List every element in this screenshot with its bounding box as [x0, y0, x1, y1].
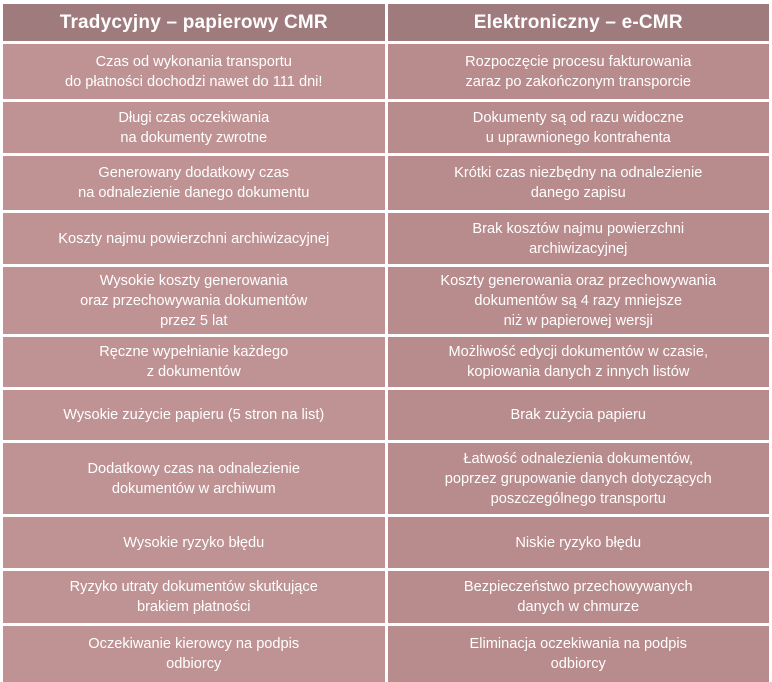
row-5-traditional: Wysokie koszty generowania oraz przechowywania dokumentów przez 5 lat — [3, 267, 385, 334]
row-1-traditional: Czas od wykonania transportu do płatności dochodzi nawet do 111 dni! — [3, 44, 385, 99]
header-electronic: Elektroniczny – e-CMR — [388, 4, 770, 41]
row-6-electronic: Możliwość edycji dokumentów w czasie, kopiowania danych z innych listów — [388, 337, 770, 387]
row-1-electronic: Rozpoczęcie procesu fakturowania zaraz po zakończonym transporcie — [388, 44, 770, 99]
row-8-traditional: Dodatkowy czas na odnalezienie dokumentów w archiwum — [3, 443, 385, 514]
row-10-electronic: Bezpieczeństwo przechowywanych danych w chmurze — [388, 571, 770, 623]
row-2-electronic: Dokumenty są od razu widoczne u uprawnionego kontrahenta — [388, 102, 770, 153]
header-traditional: Tradycyjny – papierowy CMR — [3, 4, 385, 41]
row-2-traditional: Długi czas oczekiwania na dokumenty zwrotne — [3, 102, 385, 153]
row-3-traditional: Generowany dodatkowy czas na odnalezienie danego dokumentu — [3, 156, 385, 210]
row-7-electronic: Brak zużycia papieru — [388, 390, 770, 440]
row-9-electronic: Niskie ryzyko błędu — [388, 517, 770, 568]
row-4-electronic: Brak kosztów najmu powierzchni archiwizacyjnej — [388, 213, 770, 264]
row-11-electronic: Eliminacja oczekiwania na podpis odbiorcy — [388, 626, 770, 682]
row-7-traditional: Wysokie zużycie papieru (5 stron na list) — [3, 390, 385, 440]
row-5-electronic: Koszty generowania oraz przechowywania dokumentów są 4 razy mniejsze niż w papierowej wersji — [388, 267, 770, 334]
row-11-traditional: Oczekiwanie kierowcy na podpis odbiorcy — [3, 626, 385, 682]
row-3-electronic: Krótki czas niezbędny na odnalezienie danego zapisu — [388, 156, 770, 210]
row-9-traditional: Wysokie ryzyko błędu — [3, 517, 385, 568]
row-8-electronic: Łatwość odnalezienia dokumentów, poprzez grupowanie danych dotyczących poszczególnego transportu — [388, 443, 770, 514]
row-4-traditional: Koszty najmu powierzchni archiwizacyjnej — [3, 213, 385, 264]
row-10-traditional: Ryzyko utraty dokumentów skutkujące brakiem płatności — [3, 571, 385, 623]
row-6-traditional: Ręczne wypełnianie każdego z dokumentów — [3, 337, 385, 387]
